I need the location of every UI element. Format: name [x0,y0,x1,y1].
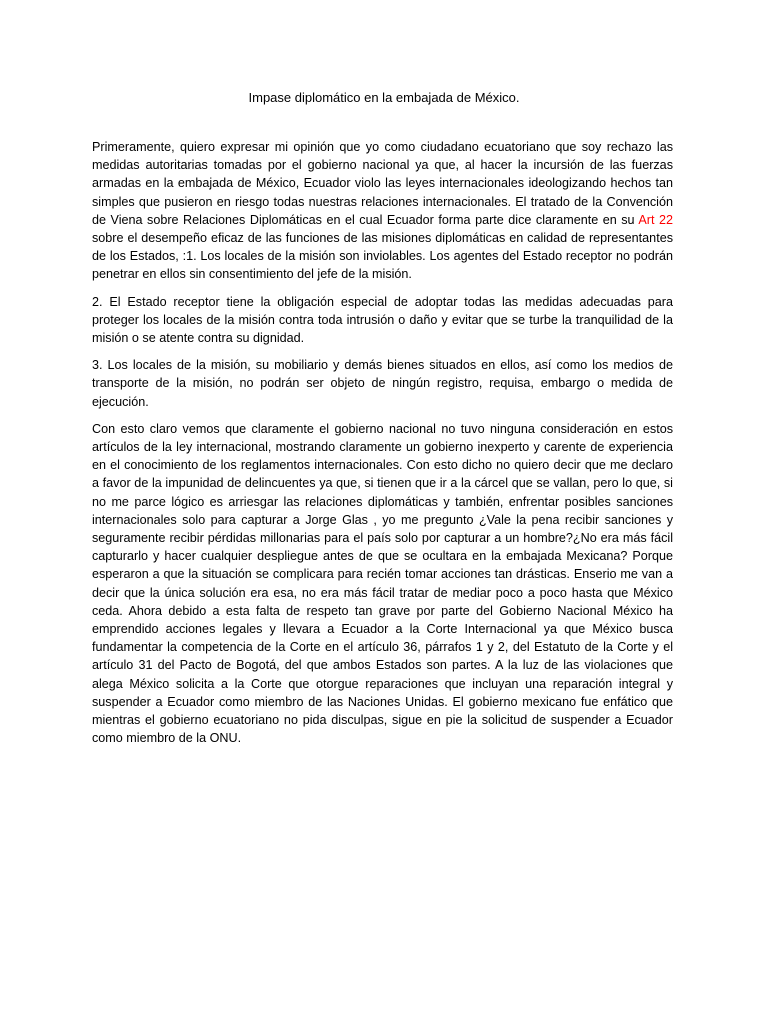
document-title: Impase diplomático en la embajada de México. [248,90,520,105]
paragraph-point-3: 3. Los locales de la misión, su mobiliario y demás bienes situados en ellos, así como los medios de transporte de la misión, no podrán ser objeto de ningún registro, requisa, embargo o medida de ejecución. [92,358,673,409]
paragraph-point-2: 2. El Estado receptor tiene la obligación especial de adoptar todas las medidas adecuadas para proteger los locales de la misión contra toda intrusión o daño y evitar que se turbe la tranquilidad de la misión o se atente contra su dignidad. [92,294,673,346]
paragraph-intro [92,138,673,284]
paragraph-intro-continuation: sobre el desempeño eficaz de las funciones de las misiones diplomáticas en calidad de representantes de los Estados, :1. Los locales de la misión son inviolables. Los agentes del Estado receptor no podrán penetrar en ellos sin consentimiento del jefe de la misión. [92,231,673,282]
paragraph-intro-text: Primeramente, quiero expresar mi opinión que yo como ciudadano ecuatoriano que soy rechazo las medidas autoritarias tomadas por el gobierno nacional ya que, al hacer la incursión de las fuerzas armadas en la embajada de México, Ecuador violo las leyes internacionales ideologizando hechos tan simples que pusieron en riesgo todas nuestras relaciones internacionales. El tratado de la Convención de Viena sobre Relaciones Diplomáticas en el cual Ecuador forma parte dice claramente en su [92,140,673,227]
paragraph-conclusion: Con esto claro vemos que claramente el gobierno nacional no tuvo ninguna consideración en estos artículos de la ley internacional, mostrando claramente un gobierno inexperto y carente de experiencia en el conocimiento de los reglamentos internacionales. Con esto dicho no quiero decir que me declaro a favor de la impunidad de delincuentes ya que, si tienen que ir a la cárcel que se vallan, pero lo que, si no me parce lógico es arriesgar las relaciones diplomáticas y también, enfrentar posibles sanciones internacionales solo para capturar a Jorge Glas , yo me pregunto ¿Vale la pena recibir sanciones y seguramente recibir pérdidas millonarias para el país solo por capturar a un hombre?¿No era más fácil capturarlo y hacer cualquier despliegue antes de que se ocultara en la embajada Mexicana? Porque esperaron a que la situación se complicara para recién tomar acciones tan drásticas. Enserio me van a decir que la única solución era esa, no era más fácil tratar de mediar poco a poco hasta que México ceda. Ahora debido a esta falta de respeto tan grave por parte del Gobierno Nacional México ha emprendido acciones legales y llevara a Ecuador a la Corte Internacional ya que México busca fundamentar la competencia de la Corte en el artículo 36, párrafos 1 y 2, del Estatuto de la Corte y el artículo 31 del Pacto de Bogotá, del que ambos Estados son partes. A la luz de las violaciones que alega México solicita a la Corte que otorgue reparaciones que incluyan una reparación integral y suspender a Ecuador como miembro de las Naciones Unidas. El gobierno mexicano fue enfático que mientras el gobierno ecuatoriano no pida disculpas, sigue en pie la solicitud de suspender a Ecuador como miembro de la ONU. [92,421,673,746]
document-body [92,138,673,757]
article-reference: Art 22 [638,212,673,227]
